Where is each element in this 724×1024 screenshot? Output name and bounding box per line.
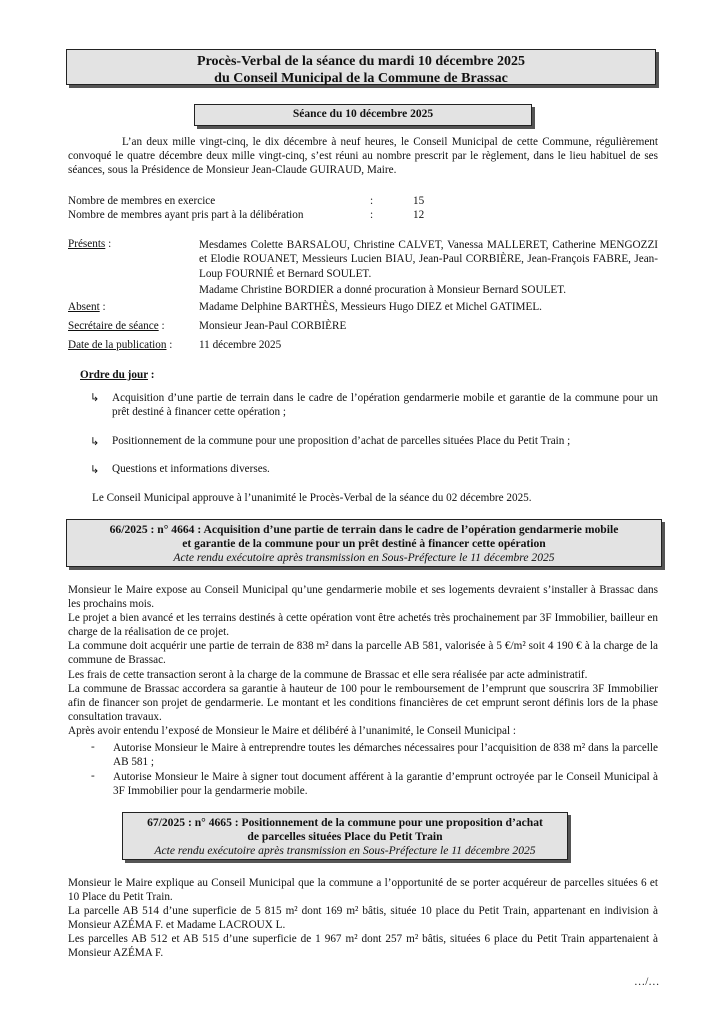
section2-paragraph: La parcelle AB 514 d’une superficie de 5 815 m² dont 169 m² bâtis, située 10 place du Petit Train, appartenant en indivision à Monsieur AZÉMA F. et Madame LACROUX L.	[68, 905, 658, 932]
section1-paragraph: La commune de Brassac accordera sa garantie à hauteur de 100 pour le remboursement de l’emprunt que souscrira 3F Immobilier afin de financer son projet de gendarmerie. Le montant et les conditions financières de cet emprunt seront définis lors de la phase consultation travaux.	[68, 682, 658, 723]
section1-bullet: Autorise Monsieur le Maire à signer tout document afférent à la garantie d’emprunt octroyée par le Conseil Municipal à 3F Immobilier pour la gendarmerie mobile.	[113, 771, 658, 798]
secretaire-label-row	[68, 320, 165, 334]
count-exercice-label: Nombre de membres en exercice	[68, 195, 216, 207]
section1-body	[68, 583, 658, 738]
hand-arrow-icon: ↳	[90, 391, 100, 404]
section1-title-line1: 66/2025 : n° 4664 : Acquisition d’une partie de terrain dans le cadre de l’opération gendarmerie mobile	[109, 523, 619, 536]
count-deliberation-label: Nombre de membres ayant pris part à la délibération	[68, 209, 304, 221]
approval-text: Le Conseil Municipal approuve à l’unanimité le Procès-Verbal de la séance du 02 décembre 2025.	[92, 492, 532, 504]
section1-paragraph: Après avoir entendu l’exposé de Monsieur le Maire et délibéré à l’unanimité, le Conseil Municipal :	[68, 724, 516, 737]
hand-arrow-icon: ↳	[90, 435, 100, 448]
section1-paragraph: Les frais de cette transaction seront à la charge de la commune de Brassac et elle sera réalisée par acte administratif.	[68, 668, 588, 681]
section1-paragraph: Monsieur le Maire expose au Conseil Municipal qu’une gendarmerie mobile et ses logements devraient s’installer à Brassac dans les prochains mois.	[68, 584, 658, 611]
section2-body	[68, 876, 658, 961]
section1-subtitle: Acte rendu exécutoire après transmission en Sous-Préfecture le 11 décembre 2025	[173, 551, 555, 565]
secretaire-label-suffix: :	[158, 320, 165, 332]
count-deliberation-value: 12	[413, 209, 425, 221]
secretaire-name: Monsieur Jean-Paul CORBIÈRE	[199, 320, 347, 332]
section2-title-line1: 67/2025 : n° 4665 : Positionnement de la commune pour une proposition d’achat	[147, 816, 543, 829]
section1-title-line2: et garantie de la commune pour un prêt destiné à financer cette opération	[182, 537, 546, 551]
count-exercice-colon: :	[370, 195, 374, 207]
seance-title: Séance du 10 décembre 2025	[292, 108, 434, 120]
section2-paragraph: Monsieur le Maire explique au Conseil Municipal que la commune a l’opportunité de se porter acquéreur de parcelles situées 6 et 10 Place du Petit Train.	[68, 877, 658, 904]
section1-paragraph: La commune doit acquérir une partie de terrain de 838 m² dans la parcelle AB 581, valorisée à 5 €/m² soit 4 190 € à la charge de la commune de Brassac.	[68, 640, 658, 667]
publication-date: 11 décembre 2025	[199, 339, 282, 351]
intro-paragraph: L’an deux mille vingt-cinq, le dix décembre à neuf heures, le Conseil Municipal de cette Commune, régulièrement convoqué le quatre décembre deux mille vingt-cinq, s’est réuni au nombre prescrit par le règlement, dans le lieu habituel de ses séances, sous la Présidence de Monsieur Jean-Claude GUIRAUD, Maire.	[68, 136, 658, 177]
publication-label-suffix: :	[166, 339, 173, 351]
procuration-text: Madame Christine BORDIER a donné procuration à Monsieur Bernard SOULET.	[199, 284, 567, 296]
section1-paragraph: Le projet a bien avancé et les terrains destinés à cette opération vont être achetés très prochainement par 3F Immobilier, bailleur en charge de la réalisation de ce projet.	[68, 612, 658, 639]
presents-label-row	[68, 238, 111, 252]
document-title-line2: du Conseil Municipal de la Commune de Brassac	[214, 71, 508, 86]
document-title-box	[66, 49, 656, 85]
count-exercice-value: 15	[413, 195, 425, 207]
agenda-item: Acquisition d’une partie de terrain dans le cadre de l’opération gendarmerie mobile et garantie de la commune pour un prêt destiné à financer cette opération ;	[112, 392, 658, 419]
agenda-title: Ordre du jour	[80, 369, 148, 381]
section1-bullet-dash: -	[91, 741, 95, 753]
page-continuation: …/…	[634, 976, 660, 988]
section1-bullet-dash: -	[91, 770, 95, 782]
hand-arrow-icon: ↳	[90, 463, 100, 476]
presents-list: Mesdames Colette BARSALOU, Christine CALVET, Vanessa MALLERET, Catherine MENGOZZI et Elodie ROUANET, Messieurs Lucien BIAU, Jean-Paul CORBIÈRE, Jean-François FABRE, Jean-Loup FOURNIÉ et Bernard SOULET.	[199, 239, 658, 280]
publication-label: Date de la publication	[68, 339, 167, 351]
section2-paragraph: Les parcelles AB 512 et AB 515 d’une superficie de 1 967 m² dont 257 m² bâtis, situées 6 place du Petit Train appartenaient à Monsieur AZÉMA F.	[68, 933, 658, 960]
publication-label-row	[68, 339, 172, 353]
section2-subtitle: Acte rendu exécutoire après transmission en Sous-Préfecture le 11 décembre 2025	[154, 844, 536, 858]
count-deliberation-colon: :	[370, 209, 374, 221]
absent-label-suffix: :	[99, 301, 106, 313]
document-title-line1: Procès-Verbal de la séance du mardi 10 décembre 2025	[197, 54, 525, 69]
section1-header-box	[66, 519, 662, 567]
absent-label: Absent	[68, 301, 100, 313]
absent-label-row	[68, 301, 106, 315]
section2-title-line2: de parcelles situées Place du Petit Train	[247, 830, 443, 844]
agenda-title-suffix: :	[147, 369, 155, 381]
agenda-item: Positionnement de la commune pour une proposition d’achat de parcelles situées Place du Petit Train ;	[112, 435, 571, 447]
secretaire-label: Secrétaire de séance	[68, 320, 159, 332]
presents-label: Présents	[68, 238, 106, 250]
section1-bullet: Autorise Monsieur le Maire à entreprendre toutes les démarches nécessaires pour l’acquisition de 838 m² dans la parcelle AB 581 ;	[113, 742, 658, 769]
seance-box	[194, 104, 532, 126]
agenda-item: Questions et informations diverses.	[112, 463, 270, 475]
section2-header-box	[122, 812, 568, 860]
presents-label-suffix: :	[105, 238, 112, 250]
absent-list: Madame Delphine BARTHÈS, Messieurs Hugo DIEZ et Michel GATIMEL.	[199, 301, 542, 313]
agenda-title-row	[80, 369, 155, 383]
